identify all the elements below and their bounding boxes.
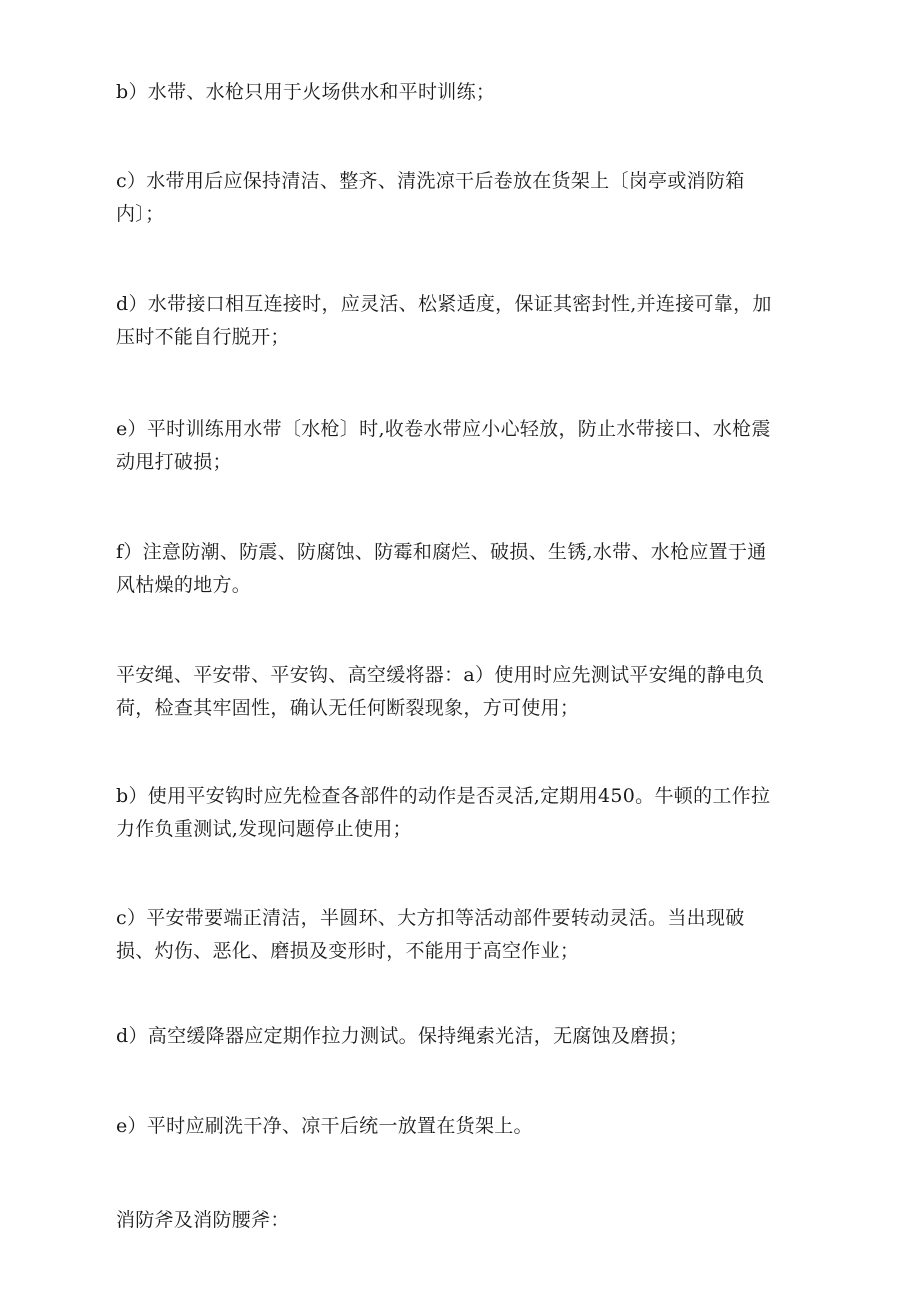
paragraph-e-hose-training — [116, 413, 816, 479]
paragraph-b-hose-usage — [116, 76, 816, 109]
text-line: 风枯燥的地方。 — [116, 574, 252, 596]
text-line: f）注意防潮、防震、防腐蚀、防霉和腐烂、破损、生锈,水带、水枪应置于通 — [116, 541, 767, 563]
text-line: d）水带接口相互连接时，应灵活、松紧适度，保证其密封性,并连接可靠，加 — [116, 293, 772, 315]
text-line: 损、灼伤、恶化、磨损及变形时，不能用于高空作业； — [116, 940, 580, 962]
paragraph-d-hose-connection — [116, 288, 816, 354]
paragraph-d-descender — [116, 1020, 816, 1053]
text-line: e）平时训练用水带〔水枪〕时,收卷水带应小心轻放，防止水带接口、水枪震 — [116, 418, 771, 440]
text-line: e）平时应刷洗干净、凉干后统一放置在货架上。 — [116, 1115, 533, 1137]
paragraph-c-hose-storage — [116, 165, 816, 231]
text-line: b）使用平安钩时应先检查各部件的动作是否灵活,定期用450。牛顿的工作拉 — [116, 785, 771, 807]
paragraph-c-safety-belt — [116, 902, 816, 968]
text-line: d）高空缓降器应定期作拉力测试。保持绳索光洁，无腐蚀及磨损； — [116, 1025, 689, 1047]
text-line: 力作负重测试,发现问题停止使用； — [116, 818, 412, 840]
text-line: c）平安带要端正清洁，半圆环、大方扣等活动部件要转动灵活。当出现破 — [116, 907, 745, 929]
paragraph-e-cleaning — [116, 1110, 816, 1143]
text-line: 动甩打破损； — [116, 451, 232, 473]
paragraph-safety-rope-intro — [116, 659, 816, 725]
text-line: b）水带、水枪只用于火场供水和平时训练； — [116, 81, 496, 103]
text-line: 内〕； — [116, 203, 165, 225]
paragraph-b-safety-hook — [116, 780, 816, 846]
text-line: 荷，检查其牢固性，确认无任何断裂现象，方可使用； — [116, 697, 580, 719]
text-line: 压时不能自行脱开； — [116, 326, 290, 348]
text-line: 平安绳、平安带、平安钩、高空缓将器：a）使用时应先测试平安绳的静电负 — [116, 664, 765, 686]
text-line: c）水带用后应保持清洁、整齐、清洗凉干后卷放在货架上〔岗亭或消防箱 — [116, 170, 745, 192]
paragraph-fire-axe-heading — [116, 1204, 816, 1237]
text-line: 消防斧及消防腰斧： — [116, 1209, 290, 1231]
paragraph-f-moisture-protection — [116, 536, 816, 602]
